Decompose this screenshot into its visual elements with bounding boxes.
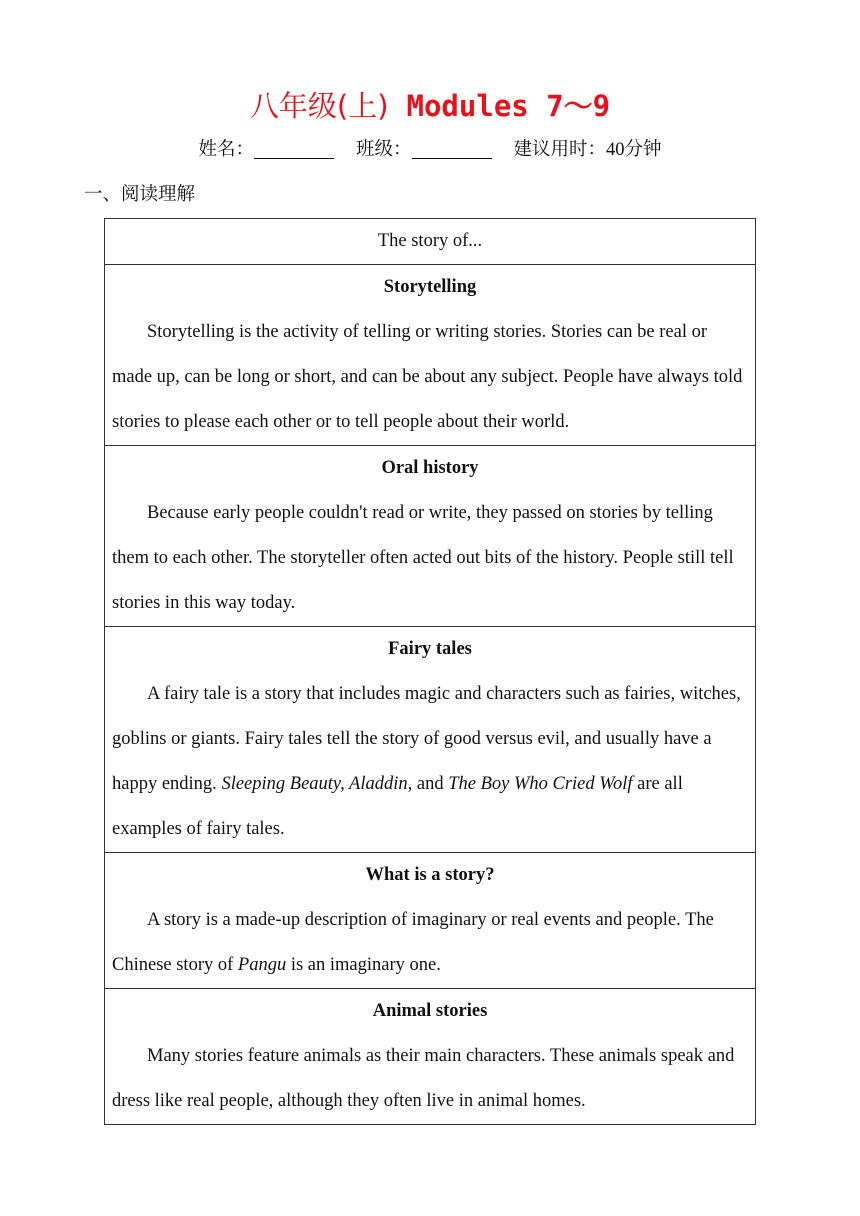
section-title: Storytelling bbox=[383, 277, 477, 297]
section-title: Animal stories bbox=[372, 1001, 488, 1021]
passage-header: The story of... bbox=[105, 219, 756, 265]
reading-passage-table bbox=[104, 218, 756, 1125]
page-title-grade: 八年级(上) bbox=[249, 89, 389, 123]
section-text: Storytelling is the activity of telling or writing stories. Stories can be real or made up, can be long or short, and can be about any subject. People have always told stories to please each other or to tell people about their world. bbox=[112, 322, 743, 432]
passage-section-animal-stories bbox=[105, 989, 756, 1125]
passage-section-storytelling bbox=[105, 265, 756, 446]
name-blank[interactable] bbox=[254, 138, 334, 159]
section-title: Fairy tales bbox=[388, 639, 472, 659]
section-title: Oral history bbox=[381, 458, 479, 478]
text-run: A story is a made-up description of imaginary or real events and people. The Chinese story of bbox=[112, 910, 714, 975]
page-title bbox=[0, 84, 860, 128]
italic-title-run: Pangu bbox=[237, 955, 287, 975]
text-run: is an imaginary one. bbox=[286, 955, 441, 975]
table-row bbox=[105, 265, 756, 446]
passage-section-what-is-a-story bbox=[105, 853, 756, 989]
section-heading: 一、阅读理解 bbox=[84, 185, 196, 205]
table-row bbox=[105, 853, 756, 989]
section-text: Many stories feature animals as their main characters. These animals speak and dress like real people, although they often live in animal homes. bbox=[112, 1046, 735, 1111]
text-run: are all examples of fairy tales. bbox=[112, 774, 683, 839]
italic-title-run: The Boy Who Cried Wolf bbox=[448, 774, 633, 794]
section-title: What is a story? bbox=[365, 865, 495, 885]
table-row bbox=[105, 219, 756, 265]
name-label: 姓名： bbox=[198, 140, 254, 160]
page-title-modules: Modules 7～9 bbox=[406, 89, 611, 123]
section-text bbox=[112, 898, 748, 988]
section-text bbox=[112, 672, 748, 852]
table-row bbox=[105, 446, 756, 627]
section-text: Because early people couldn't read or write, they passed on stories by telling them to each other. The storyteller often acted out bits of the history. People still tell stories in this way today. bbox=[112, 503, 734, 613]
suggested-time-label: 建议用时：40分钟 bbox=[513, 140, 662, 160]
italic-title-run: Sleeping Beauty, Aladdin, bbox=[221, 774, 413, 794]
class-label: 班级： bbox=[355, 140, 412, 160]
table-row bbox=[105, 627, 756, 853]
text-run: A fairy tale is a story that includes magic and characters such as fairies, witches, goblins or giants. Fairy tales tell the story of good versus evil, and usually have a happy ending. bbox=[112, 684, 741, 794]
table-row bbox=[105, 989, 756, 1125]
text-run: and bbox=[412, 774, 449, 794]
class-blank[interactable] bbox=[412, 138, 492, 159]
student-info-line bbox=[0, 136, 860, 164]
passage-section-oral-history bbox=[105, 446, 756, 627]
passage-section-fairy-tales bbox=[105, 627, 756, 853]
